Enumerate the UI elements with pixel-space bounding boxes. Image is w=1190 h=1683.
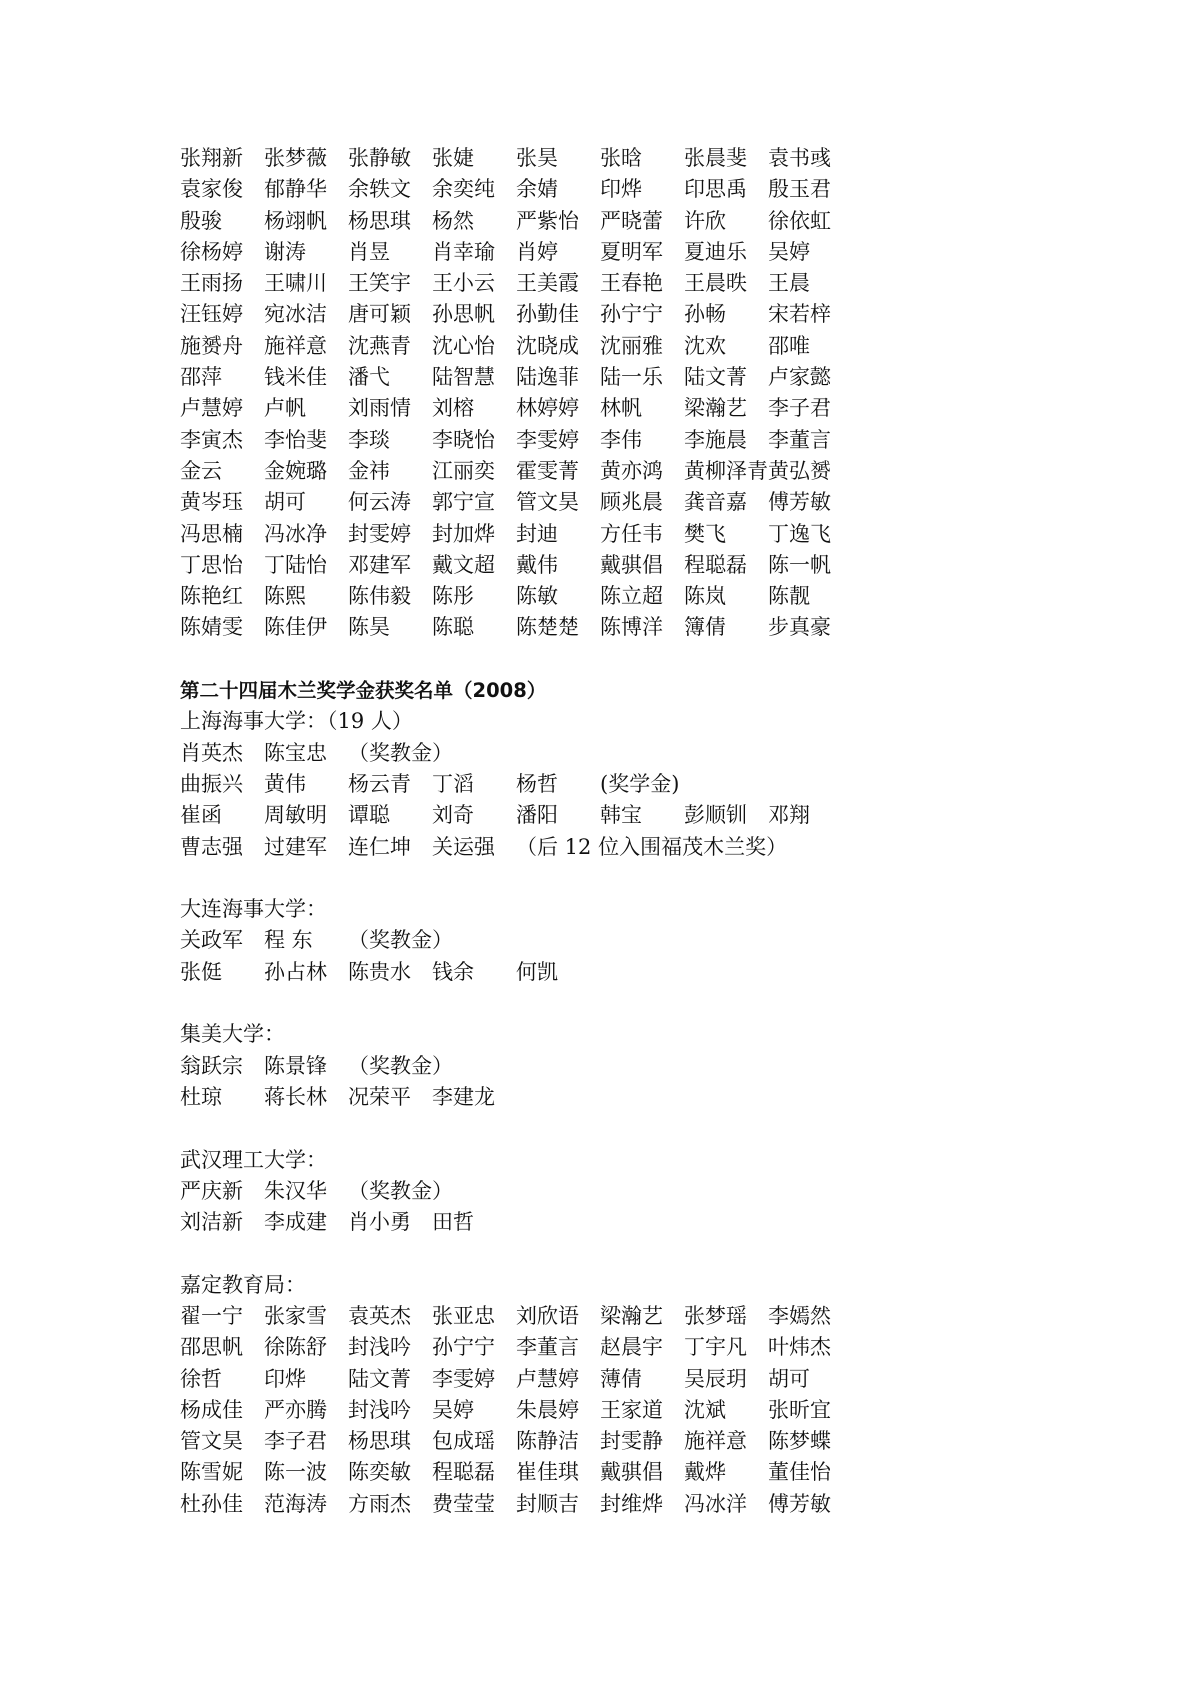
name-cell: 金婉璐 [264, 458, 327, 483]
name-cell: 施祥意 [684, 1429, 747, 1454]
name-row [180, 1489, 1140, 1520]
name-cell: 管文昊 [516, 490, 579, 515]
name-cell: 梁瀚艺 [600, 1303, 663, 1328]
name-cell: 封维烨 [600, 1491, 663, 1516]
name-cell: 李董言 [516, 1335, 579, 1360]
scholar-row [180, 769, 1140, 800]
name-cell: 傅芳敏 [768, 490, 831, 515]
name-cell: 卢帆 [264, 396, 306, 421]
name-cell: 陈景锋 [264, 1053, 327, 1078]
name-cell: 陈伟毅 [348, 584, 411, 609]
name-cell: 沈晓成 [516, 333, 579, 358]
name-row [180, 393, 1140, 424]
name-row [180, 581, 1140, 612]
name-cell: 陈立超 [600, 584, 663, 609]
name-cell: 邵唯 [768, 333, 810, 358]
name-row [180, 1395, 1140, 1426]
name-cell: 孙宁宁 [432, 1335, 495, 1360]
name-cell: 徐哲 [180, 1366, 222, 1391]
name-cell: 胡可 [264, 490, 306, 515]
name-cell: 刘雨情 [348, 396, 411, 421]
name-cell: 蒋长林 [264, 1084, 327, 1109]
name-cell: 封加烨 [432, 521, 495, 546]
name-cell: 沈心怡 [432, 333, 495, 358]
name-cell: 肖婷 [516, 239, 558, 264]
name-cell: 田哲 [432, 1210, 474, 1235]
spacer [180, 1113, 1140, 1144]
spacer [180, 644, 1140, 675]
spacer [180, 988, 1140, 1019]
name-row [180, 456, 1140, 487]
name-cell: 步真豪 [768, 615, 831, 640]
name-cell: 谢涛 [264, 239, 306, 264]
name-cell: 孙思帆 [432, 302, 495, 327]
name-cell: 夏明军 [600, 239, 663, 264]
name-row [180, 237, 1140, 268]
name-cell: 潘阳 [516, 803, 558, 828]
name-cell: 黄弘赟 [768, 458, 831, 483]
name-cell: 许欣 [684, 208, 726, 233]
name-cell: 杨思琪 [348, 208, 411, 233]
name-cell: 傅芳敏 [768, 1491, 831, 1516]
name-cell: 唐可颖 [348, 302, 411, 327]
name-cell: 梁瀚艺 [684, 396, 747, 421]
name-cell: 连仁坤 [348, 834, 411, 859]
name-cell: 陈佳伊 [264, 615, 327, 640]
name-cell: 李子君 [768, 396, 831, 421]
name-cell: 王小云 [432, 271, 495, 296]
name-cell: 张侹 [180, 959, 222, 984]
name-cell: 杜琼 [180, 1084, 222, 1109]
name-cell: 陆文菁 [348, 1366, 411, 1391]
name-cell: 张梦瑶 [684, 1303, 747, 1328]
name-cell: 陈雪妮 [180, 1460, 243, 1485]
name-cell: 龚音嘉 [684, 490, 747, 515]
name-cell: 陈昊 [348, 615, 390, 640]
name-cell: 冯思楠 [180, 521, 243, 546]
name-cell: 袁家俊 [180, 177, 243, 202]
award-note: （奖教金） [348, 1178, 453, 1203]
name-cell: 陈靓 [768, 584, 810, 609]
name-cell: 翁跃宗 [180, 1053, 243, 1078]
name-cell: 孙占林 [264, 959, 327, 984]
award-note: （奖教金） [348, 740, 453, 765]
section-title: 第二十四届木兰奖学金获奖名单（2008） [180, 679, 547, 703]
name-cell: 况荣平 [348, 1084, 411, 1109]
name-cell: 封雯静 [600, 1429, 663, 1454]
name-row [180, 268, 1140, 299]
name-cell: 李怡斐 [264, 427, 327, 452]
name-row [180, 519, 1140, 550]
name-cell: 李雯婷 [516, 427, 579, 452]
name-cell: 过建军 [264, 834, 327, 859]
name-cell: 冯冰净 [264, 521, 327, 546]
school-heading: 嘉定教育局： [180, 1272, 306, 1297]
name-cell: 卢慧婷 [180, 396, 243, 421]
name-cell: 冯冰洋 [684, 1491, 747, 1516]
name-cell: 簿倩 [684, 615, 726, 640]
name-cell: 肖幸瑜 [432, 239, 495, 264]
name-cell: 汪钰婷 [180, 302, 243, 327]
name-cell: 包成瑶 [432, 1429, 495, 1454]
name-cell: 卢慧婷 [516, 1366, 579, 1391]
name-cell: 陈梦蝶 [768, 1429, 831, 1454]
name-cell: 施赟舟 [180, 333, 243, 358]
name-cell: 金云 [180, 458, 222, 483]
name-cell: 范海涛 [264, 1491, 327, 1516]
name-cell: 丁宇凡 [684, 1335, 747, 1360]
name-row [180, 331, 1140, 362]
name-row [180, 362, 1140, 393]
name-row [180, 487, 1140, 518]
name-row [180, 1426, 1140, 1457]
name-cell: 邵萍 [180, 365, 222, 390]
name-cell: 叶炜杰 [768, 1335, 831, 1360]
name-cell: 沈斌 [684, 1397, 726, 1422]
name-cell: 丁陆怡 [264, 552, 327, 577]
name-cell: 丁滔 [432, 771, 474, 796]
name-cell: 陈艳红 [180, 584, 243, 609]
name-cell: 陆逸菲 [516, 365, 579, 390]
name-cell: 邓翔 [768, 803, 810, 828]
name-row [180, 206, 1140, 237]
name-cell: 韩宝 [600, 803, 642, 828]
name-cell: 陈奕敏 [348, 1460, 411, 1485]
name-cell: 郁静华 [264, 177, 327, 202]
name-cell: 钱米佳 [264, 365, 327, 390]
document-content [180, 143, 1140, 1520]
name-cell: 方任韦 [600, 521, 663, 546]
name-cell: 陈岚 [684, 584, 726, 609]
name-cell: 张梦薇 [264, 146, 327, 170]
student-row [180, 1082, 1140, 1113]
name-cell: 肖小勇 [348, 1210, 411, 1235]
name-cell: 王春艳 [600, 271, 663, 296]
name-cell: 夏迪乐 [684, 239, 747, 264]
name-cell: 张晨斐 [684, 146, 747, 170]
name-cell: 陈楚楚 [516, 615, 579, 640]
finalist-row [180, 832, 1140, 863]
name-cell: 陈敏 [516, 584, 558, 609]
name-cell: 王晨 [768, 271, 810, 296]
teacher-row [180, 925, 1140, 956]
name-cell: 戴伟 [516, 552, 558, 577]
name-cell: 宋若梓 [768, 302, 831, 327]
name-cell: 施祥意 [264, 333, 327, 358]
name-cell: 翟一宁 [180, 1303, 243, 1328]
name-cell: 张昊 [516, 146, 558, 170]
name-cell: 徐杨婷 [180, 239, 243, 264]
name-cell: 严紫怡 [516, 208, 579, 233]
name-cell: 陈一帆 [768, 552, 831, 577]
name-cell: 沈欢 [684, 333, 726, 358]
finalist-row [180, 800, 1140, 831]
award-note: (奖学金) [600, 771, 680, 796]
name-cell: 朱汉华 [264, 1178, 327, 1203]
name-cell: 樊飞 [684, 521, 726, 546]
name-cell: 殷玉君 [768, 177, 831, 202]
name-cell: 郭宁宣 [432, 490, 495, 515]
name-cell: 黄亦鸿 [600, 458, 663, 483]
student-row [180, 1207, 1140, 1238]
name-cell: 殷骏 [180, 208, 222, 233]
name-cell: 张婕 [432, 146, 474, 170]
name-cell: 李嫣然 [768, 1303, 831, 1328]
name-cell: 李伟 [600, 427, 642, 452]
name-cell: 王啸川 [264, 271, 327, 296]
name-cell: 李子君 [264, 1429, 327, 1454]
name-row [180, 612, 1140, 643]
name-cell: 陆一乐 [600, 365, 663, 390]
name-cell: 印烨 [600, 177, 642, 202]
name-cell: 孙勤佳 [516, 302, 579, 327]
name-cell: 杨成佳 [180, 1397, 243, 1422]
name-cell: 曲振兴 [180, 771, 243, 796]
name-cell: 刘洁新 [180, 1210, 243, 1235]
name-cell: 刘欣语 [516, 1303, 579, 1328]
name-cell: 袁英杰 [348, 1303, 411, 1328]
name-cell: 李董言 [768, 427, 831, 452]
name-cell: 丁思怡 [180, 552, 243, 577]
school-heading: 大连海事大学： [180, 897, 327, 922]
school-heading: 上海海事大学：（19 人） [180, 709, 413, 734]
name-cell: 杨哲 [516, 771, 558, 796]
name-cell: 王美霞 [516, 271, 579, 296]
name-row [180, 1301, 1140, 1332]
name-row [180, 1457, 1140, 1488]
name-cell: 崔佳琪 [516, 1460, 579, 1485]
name-cell: 王雨扬 [180, 271, 243, 296]
name-cell: 余轶文 [348, 177, 411, 202]
name-cell: 陆智慧 [432, 365, 495, 390]
name-cell: 印思禹 [684, 177, 747, 202]
name-cell: 戴骐倡 [600, 1460, 663, 1485]
name-cell: 何云涛 [348, 490, 411, 515]
name-cell: 王晨昳 [684, 271, 747, 296]
name-row [180, 1332, 1140, 1363]
name-cell: 邵思帆 [180, 1335, 243, 1360]
name-cell: 陈聪 [432, 615, 474, 640]
name-cell: 赵晨宇 [600, 1335, 663, 1360]
name-cell: 何凯 [516, 959, 558, 984]
name-cell: 陈贵水 [348, 959, 411, 984]
name-cell: 王笑宇 [348, 271, 411, 296]
name-cell: 徐依虹 [768, 208, 831, 233]
name-cell: 严晓蕾 [600, 208, 663, 233]
spacer [180, 1238, 1140, 1269]
spacer [180, 863, 1140, 894]
name-cell: 严亦腾 [264, 1397, 327, 1422]
name-row [180, 174, 1140, 205]
name-cell: 方雨杰 [348, 1491, 411, 1516]
name-cell: 张亚忠 [432, 1303, 495, 1328]
name-cell: 黄岑珏 [180, 490, 243, 515]
name-row [180, 143, 1140, 174]
name-cell: 戴骐倡 [600, 552, 663, 577]
school-heading: 集美大学： [180, 1022, 285, 1047]
name-cell: 孙畅 [684, 302, 726, 327]
award-note: （奖教金） [348, 1053, 453, 1078]
name-cell: 封浅吟 [348, 1335, 411, 1360]
name-cell: 孙宁宁 [600, 302, 663, 327]
name-row [180, 299, 1140, 330]
name-cell: 金祎 [348, 458, 390, 483]
award-note: （后 12 位入围福茂木兰奖） [516, 834, 788, 859]
name-cell: 程聪磊 [684, 552, 747, 577]
name-cell: 关运强 [432, 834, 495, 859]
name-cell: 顾兆晨 [600, 490, 663, 515]
name-cell: 关政军 [180, 928, 243, 953]
name-cell: 丁逸飞 [768, 521, 831, 546]
teacher-row [180, 738, 1140, 769]
name-cell: 宛冰洁 [264, 302, 327, 327]
name-cell: 杨然 [432, 208, 474, 233]
name-row [180, 550, 1140, 581]
name-cell: 李建龙 [432, 1084, 495, 1109]
name-cell: 卢家懿 [768, 365, 831, 390]
name-cell: 张晗 [600, 146, 642, 170]
name-row [180, 1364, 1140, 1395]
name-cell: 戴文超 [432, 552, 495, 577]
name-cell: 陈彤 [432, 584, 474, 609]
name-cell: 陈婧雯 [180, 615, 243, 640]
name-cell: 黄柳泽青 [684, 458, 768, 483]
name-cell: 李琰 [348, 427, 390, 452]
name-cell: 印烨 [264, 1366, 306, 1391]
name-cell: 管文昊 [180, 1429, 243, 1454]
name-cell: 费莹莹 [432, 1491, 495, 1516]
name-cell: 陈博洋 [600, 615, 663, 640]
name-cell: 张翔新 [180, 146, 243, 170]
teacher-row [180, 1051, 1140, 1082]
name-cell: 黄伟 [264, 771, 306, 796]
name-cell: 吴辰玥 [684, 1366, 747, 1391]
student-row [180, 957, 1140, 988]
name-cell: 李晓怡 [432, 427, 495, 452]
name-cell: 刘奇 [432, 803, 474, 828]
name-cell: 李雯婷 [432, 1366, 495, 1391]
name-cell: 吴婷 [768, 239, 810, 264]
name-cell: 林婷婷 [516, 396, 579, 421]
name-cell: 李成建 [264, 1210, 327, 1235]
name-cell: 戴烨 [684, 1460, 726, 1485]
name-cell: 刘榕 [432, 396, 474, 421]
name-cell: 吴婷 [432, 1397, 474, 1422]
name-cell: 李施晨 [684, 427, 747, 452]
name-cell: 严庆新 [180, 1178, 243, 1203]
name-cell: 张昕宜 [768, 1397, 831, 1422]
name-cell: 胡可 [768, 1366, 810, 1391]
name-cell: 杨云青 [348, 771, 411, 796]
name-cell: 余奕纯 [432, 177, 495, 202]
name-cell: 杨思琪 [348, 1429, 411, 1454]
name-cell: 封迪 [516, 521, 558, 546]
name-cell: 邓建军 [348, 552, 411, 577]
name-cell: 江丽奕 [432, 458, 495, 483]
name-cell: 肖昱 [348, 239, 390, 264]
name-cell: 薄倩 [600, 1366, 642, 1391]
name-cell: 肖英杰 [180, 740, 243, 765]
name-cell: 林帆 [600, 396, 642, 421]
name-cell: 封顺吉 [516, 1491, 579, 1516]
name-cell: 杨翊帆 [264, 208, 327, 233]
name-cell: 陆文菁 [684, 365, 747, 390]
name-cell: 霍雯菁 [516, 458, 579, 483]
name-cell: 钱余 [432, 959, 474, 984]
name-cell: 周敏明 [264, 803, 327, 828]
name-cell: 程聪磊 [432, 1460, 495, 1485]
name-cell: 朱晨婷 [516, 1397, 579, 1422]
name-cell: 曹志强 [180, 834, 243, 859]
name-cell: 彭顺钏 [684, 803, 747, 828]
name-cell: 谭聪 [348, 803, 390, 828]
name-cell: 崔函 [180, 803, 222, 828]
name-cell: 潘弋 [348, 365, 390, 390]
name-cell: 张家雪 [264, 1303, 327, 1328]
school-heading: 武汉理工大学： [180, 1147, 327, 1172]
name-cell: 陈静洁 [516, 1429, 579, 1454]
name-cell: 李寅杰 [180, 427, 243, 452]
name-cell: 程 东 [264, 928, 313, 953]
name-cell: 王家道 [600, 1397, 663, 1422]
name-cell: 陈熙 [264, 584, 306, 609]
name-cell: 余婧 [516, 177, 558, 202]
name-cell: 张静敏 [348, 146, 411, 170]
name-row [180, 425, 1140, 456]
teacher-row [180, 1176, 1140, 1207]
name-cell: 杜孙佳 [180, 1491, 243, 1516]
name-cell: 沈丽雅 [600, 333, 663, 358]
name-cell: 封雯婷 [348, 521, 411, 546]
name-cell: 董佳怡 [768, 1460, 831, 1485]
name-cell: 封浅吟 [348, 1397, 411, 1422]
name-cell: 沈燕青 [348, 333, 411, 358]
name-cell: 徐陈舒 [264, 1335, 327, 1360]
name-cell: 陈一波 [264, 1460, 327, 1485]
name-cell: 陈宝忠 [264, 740, 327, 765]
name-cell: 袁书彧 [768, 146, 831, 170]
award-note: （奖教金） [348, 928, 453, 953]
